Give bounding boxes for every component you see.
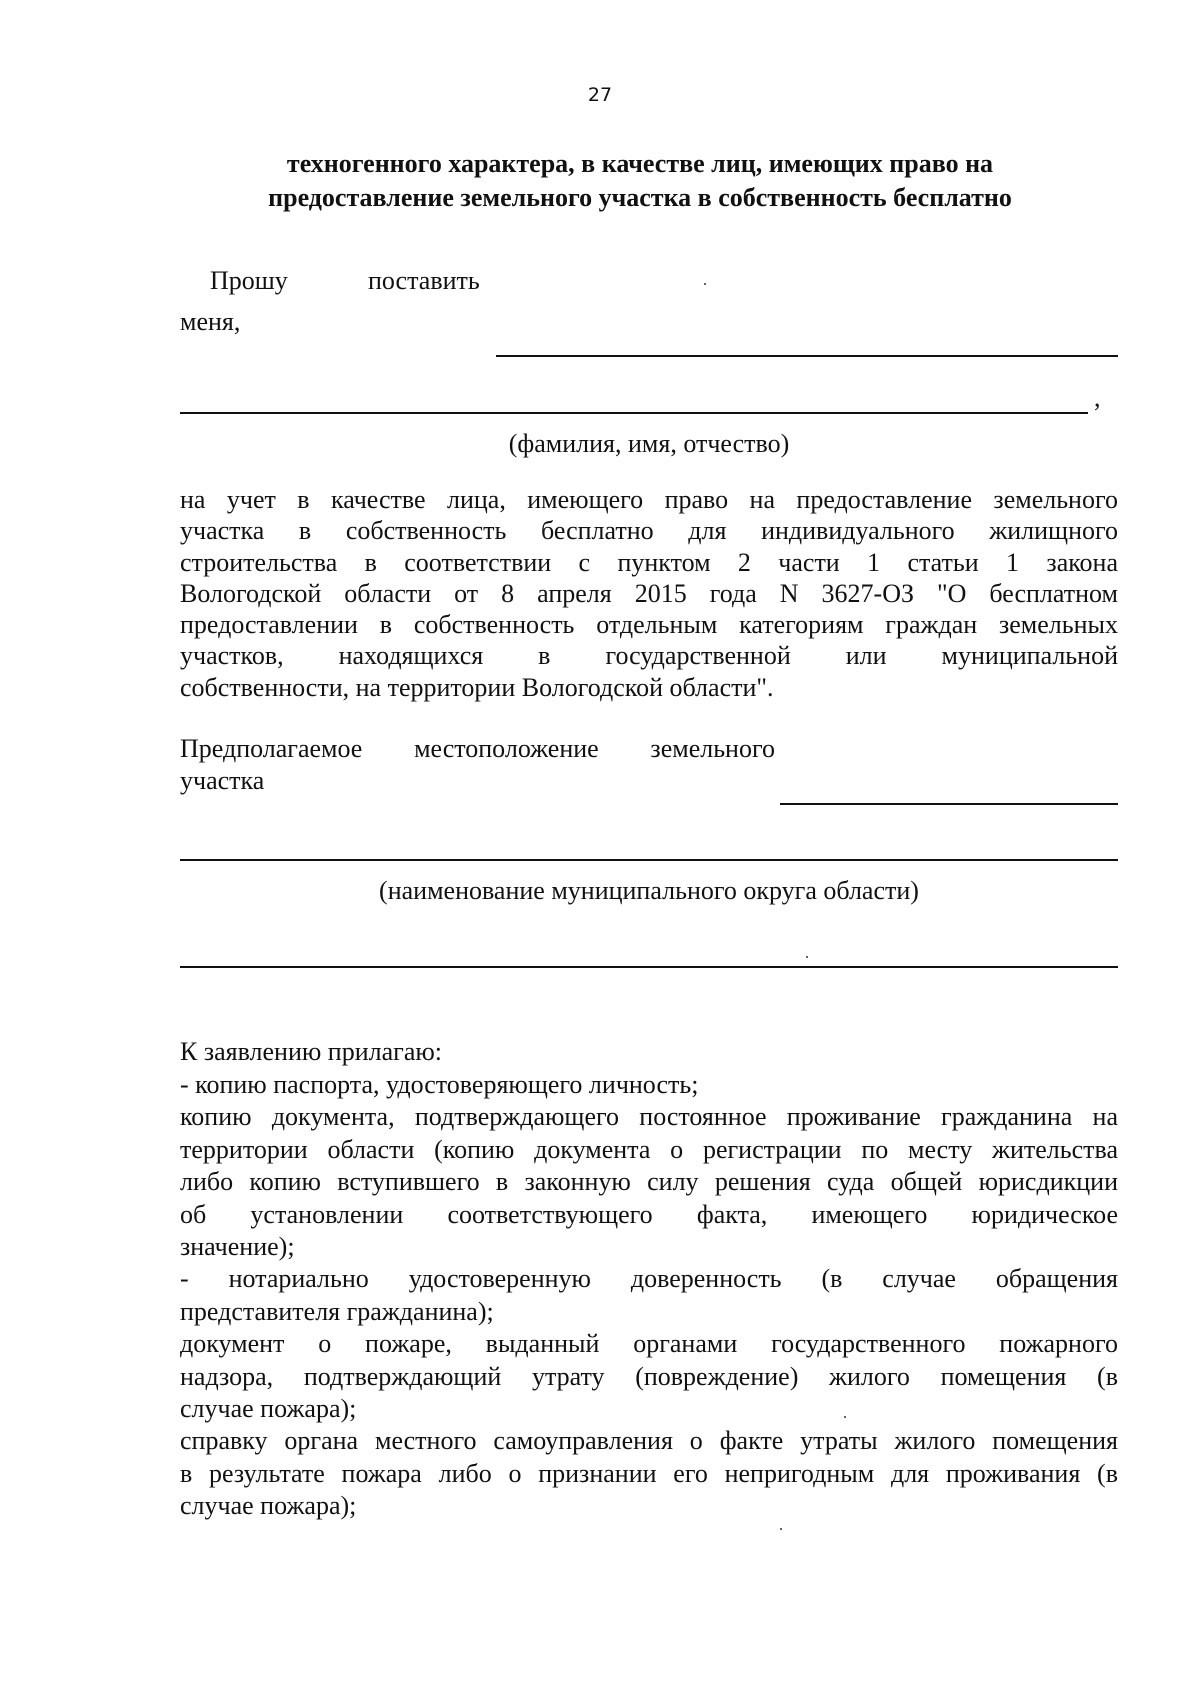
paragraph-line: участка в собственность бесплатно для индивидуального жилищного [180, 516, 1118, 546]
applicant-name-line-2[interactable] [180, 412, 1088, 414]
attachment-line: либо копию вступившего в законную силу решения суда общей юрисдикции [180, 1167, 1118, 1197]
attachment-line: документ о пожаре, выданный органами государственного пожарного [180, 1329, 1118, 1359]
request-word-1: Прошу [210, 266, 288, 295]
location-label-line-2: участка [180, 766, 265, 795]
request-word-3: меня, [180, 307, 241, 336]
attachments-list [180, 1069, 1118, 1522]
paragraph-line: Вологодской области от 8 апреля 2015 года N 3627-ОЗ "О бесплатном [180, 578, 1118, 608]
attachment-line: представителя гражданина); [180, 1296, 494, 1326]
fio-caption: (фамилия, имя, отчество) [508, 429, 790, 458]
document-title [180, 147, 1100, 215]
paragraph-line: участков, находящихся в государственной или муниципальной [180, 641, 1118, 671]
paragraph-line: на учет в качестве лица, имеющего право на предоставление земельного [180, 485, 1118, 514]
location-input-line-1[interactable] [780, 803, 1118, 805]
main-paragraph [180, 484, 1118, 703]
paragraph-line: предоставлении в собственность отдельным категориям граждан земельных [180, 610, 1118, 640]
attachment-line: территории области (копию документа о регистрации по месту жительства [180, 1134, 1118, 1164]
name-trailing-comma: , [1094, 383, 1101, 412]
attachment-line: об установлении соответствующего факта, имеющего юридическое [180, 1199, 1118, 1229]
location-input-line-3[interactable] [180, 966, 1118, 968]
request-word-2: поставить [368, 266, 480, 295]
attachment-line: случае пожара); [180, 1393, 357, 1423]
attachment-line: справку органа местного самоуправления о факте утраты жилого помещения [180, 1426, 1118, 1456]
attachment-line: копию документа, подтверждающего постоянное проживание гражданина на [180, 1102, 1118, 1132]
paragraph-line: собственности, на территории Вологодской области". [180, 672, 774, 702]
attachment-line: - нотариально удостоверенную доверенность (в случае обращения [180, 1264, 1118, 1294]
attachment-line: случае пожара); [180, 1491, 357, 1521]
applicant-name-line-1[interactable] [496, 355, 1118, 357]
location-caption: (наименование муниципального округа области) [379, 876, 919, 905]
page-number: 27 [587, 84, 613, 106]
attachment-line: в результате пожара либо о признании его непригодным для проживания (в [180, 1458, 1118, 1488]
title-line-2: предоставление земельного участка в собственность бесплатно [268, 183, 1012, 212]
paragraph-line: строительства в соответствии с пунктом 2 части 1 статьи 1 закона [180, 547, 1118, 577]
location-input-line-2[interactable] [180, 859, 1118, 861]
scan-speck [844, 1416, 846, 1418]
scan-speck [780, 1528, 782, 1530]
attachments-heading: К заявлению прилагаю: [180, 1037, 443, 1066]
location-label-line-1: Предполагаемое местоположение земельного [180, 734, 775, 763]
attachment-line: надзора, подтверждающий утрату (повреждение) жилого помещения (в [180, 1361, 1118, 1391]
title-line-1: техногенного характера, в качестве лиц, имеющих право на [286, 149, 994, 178]
attachment-line: значение); [180, 1231, 295, 1261]
attachment-line: - копию паспорта, удостоверяющего личность; [180, 1070, 699, 1099]
scan-speck [704, 283, 706, 285]
scan-speck [806, 956, 808, 958]
